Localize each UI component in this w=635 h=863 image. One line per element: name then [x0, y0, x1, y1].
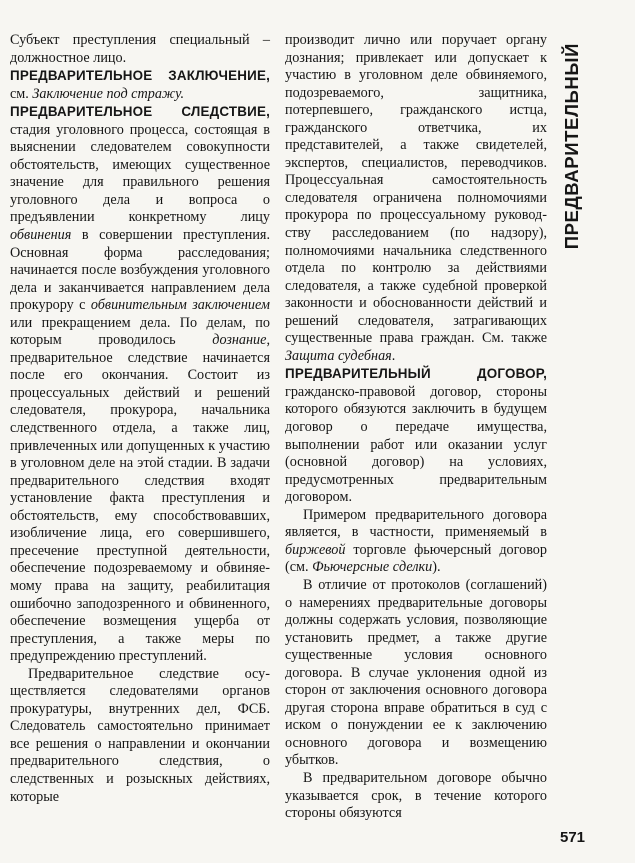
page-number: 571 [560, 829, 586, 846]
entry-text: в совершении преступления. Основная форма расследования; начинается после возбуждения уголовного дела и заканчивается направлением дела прокурору с [10, 227, 270, 314]
paragraph-continued [285, 32, 547, 365]
entry-headword: ПРЕДВАРИТЕЛЬНЫЙ ДОГОВОР, [285, 366, 547, 382]
see-label: см. [10, 85, 33, 102]
cross-reference: Фьючерсные сделки [312, 559, 433, 576]
entry-text: торговле фьючерсный договор (см. [285, 541, 547, 576]
paragraph-difference: В отличие от протоколов (соглашений) о намерениях предварительные договоры должны содержать условия, позволяющие установить предмет, а также другие существенные условия основного договора. В случае уклонения одной из сторон от заключения основного договора другая сторона вправе обратиться в суд с иском о понуждении ее к заключению основного договора и возмещению убытков. [285, 576, 547, 769]
right-column [285, 32, 547, 823]
entry-text: ). [432, 559, 441, 576]
paragraph-term: В предварительном договоре обычно указывается срок, в течение которого стороны обязуются [285, 769, 547, 822]
entry-predvaritelnoe-zaklyuchenie [10, 67, 270, 103]
paragraph-investigators: Предварительное следствие осуществляется следователями органов прокуратуры, внутренних дел, ФСБ. Следователь самостоятельно принимает все решения о направлении и окончании предварительного следствия, о следственных и розыскных действиях, которые [10, 665, 270, 805]
emphasis-text: биржевой [285, 541, 346, 558]
running-head-text: ПРЕДВАРИТЕЛЬНЫЙ [561, 42, 582, 250]
entry-text: , предварительное следствие начинается после его окончания. Состоит из процессуальных действий и решений следователя, прокурора, начальника следственного отдела, а также лиц, привлеченных или допущенных к участию в уголовном деле на этой стадии. В задачи предварительного следствия входят установление факта преступления и обстоятельств, ему способствовавших, изобличение лица, его совершившего, пресечение преступной деятельности, обеспечение подозреваемому и обвиняемому права на защиту, реабилитация ошибочно заподозренного и обвиненного, обеспечение возмещения ущерба от преступления, а также меры по предупреждению преступлений. [10, 332, 270, 665]
cross-reference: дознание [212, 332, 267, 349]
paragraph-example [285, 507, 547, 577]
left-column [10, 32, 270, 806]
entry-headword: ПРЕДВАРИТЕЛЬНОЕ ЗАКЛЮЧЕНИЕ, [10, 68, 270, 84]
entry-text: гражданско-правовой договор, стороны которого обязуются заключить в будущем договор о передаче имущества, выполнении работ или оказании услуг (основной договор) на условиях, предусмотренных предварительным договором. [285, 383, 547, 506]
cross-reference: Заключение под стражу. [32, 85, 185, 102]
entry-predvaritelnoe-sledstvie [10, 103, 270, 666]
entry-text: . [391, 347, 396, 364]
paragraph-subject: Субъект преступления специальный – должностное лицо. [10, 32, 270, 66]
entry-text: производит лично или поручает органу дознания; привлекает или допускает к участию в уголовном деле обвиняемого, подозреваемого, защитника, потерпевшего, гражданского истца, гражданского ответчика, их представителей, а также свидетелей, экспертов, специалистов, переводчиков. Процессуальная самостоятельность следователя ограничена полномочиями прокурора по процессуальному руководству расследованием (по надзору), полномочиями начальника следственного отдела по контролю за действиями следователя, а также судебной проверкой законности и обоснованности действий и решений следователя, затрагивающих существенные права граждан. См. также [285, 32, 547, 347]
entry-headword: ПРЕДВАРИТЕЛЬНОЕ СЛЕДСТВИЕ, [10, 104, 270, 120]
entry-text: или прекращением дела. По делам, по которым проводилось [10, 314, 270, 349]
entry-predvaritelnyi-dogovor [285, 365, 547, 506]
running-head [556, 30, 588, 262]
cross-reference: обвинительным заключением [90, 297, 270, 314]
cross-reference: Защита судебная [285, 347, 392, 364]
entry-text: стадия уголовного процесса, состоящая в выяснении следователем совокупности обстоятельств, имеющих существенное значение для правильного решения уголовного дела и вопроса о предъявлении конкретному лицу [10, 121, 270, 226]
entry-text: Примером предварительного договора является, в частности, применяемый в [285, 506, 547, 541]
cross-reference: обвинения [10, 227, 72, 244]
